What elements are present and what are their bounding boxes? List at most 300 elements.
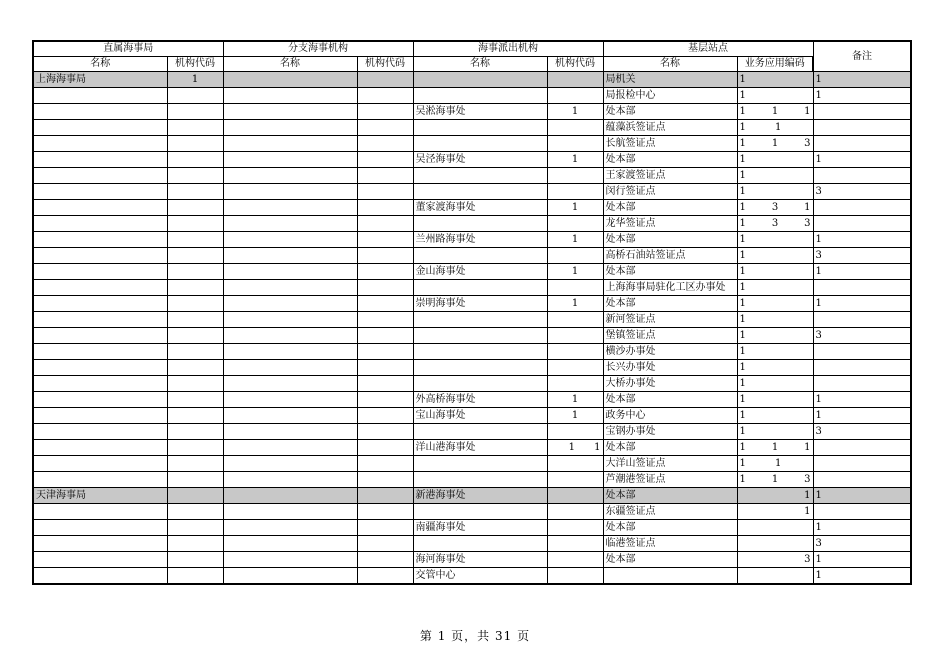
station-biz-code-cell	[737, 440, 813, 456]
dispatched-name-cell	[413, 248, 547, 264]
remark-cell	[813, 344, 911, 360]
bureau-code-cell	[167, 232, 223, 248]
bureau-name-cell	[33, 520, 167, 536]
biz-code-1: 1	[739, 90, 746, 101]
branch-code-cell	[357, 536, 413, 552]
dispatched-code-cell	[547, 72, 603, 88]
dispatched-code-cell	[547, 184, 603, 200]
biz-code-1: 1	[739, 122, 746, 133]
dispatched-code-value: 1	[568, 442, 575, 453]
header-name: 名称	[223, 57, 357, 72]
dispatched-name-cell	[413, 120, 547, 136]
dispatched-code-value: 1	[571, 410, 579, 421]
biz-code-3: 3	[804, 554, 811, 565]
biz-code-1: 1	[739, 170, 746, 181]
header-code: 机构代码	[357, 57, 413, 72]
branch-code-cell	[357, 424, 413, 440]
table-row	[33, 264, 911, 280]
remark-cell	[813, 440, 911, 456]
dispatched-code-cell	[547, 232, 603, 248]
bureau-code-cell	[167, 280, 223, 296]
branch-code-cell	[357, 280, 413, 296]
branch-name-cell	[223, 440, 357, 456]
dispatched-code-extra: 1	[594, 442, 601, 453]
bureau-name-cell	[33, 264, 167, 280]
bureau-code-cell	[167, 152, 223, 168]
bureau-name-cell	[33, 248, 167, 264]
station-biz-code-cell	[737, 168, 813, 184]
station-name-cell: 局报检中心	[603, 88, 737, 104]
biz-code-2: 1	[771, 442, 779, 453]
dispatched-name-cell	[413, 184, 547, 200]
bureau-name-cell	[33, 568, 167, 585]
branch-code-cell	[357, 200, 413, 216]
remark-cell: 1	[813, 552, 911, 568]
dispatched-name-cell	[413, 472, 547, 488]
branch-name-cell	[223, 200, 357, 216]
branch-code-cell	[357, 472, 413, 488]
header-remark: 备注	[813, 41, 911, 72]
branch-code-cell	[357, 264, 413, 280]
dispatched-code-cell	[547, 312, 603, 328]
biz-code-1: 1	[739, 138, 746, 149]
table-row	[33, 392, 911, 408]
dispatched-code-cell	[547, 328, 603, 344]
station-biz-code-cell	[737, 552, 813, 568]
biz-code-2: 3	[771, 218, 779, 229]
dispatched-code-value: 1	[571, 234, 579, 245]
branch-code-cell	[357, 184, 413, 200]
station-name-cell: 处本部	[603, 296, 737, 312]
dispatched-code-cell	[547, 264, 603, 280]
header-dispatched-agency: 海事派出机构	[413, 41, 603, 57]
branch-name-cell	[223, 264, 357, 280]
table-row	[33, 200, 911, 216]
remark-cell	[813, 104, 911, 120]
branch-code-cell	[357, 88, 413, 104]
remark-cell: 1	[813, 296, 911, 312]
station-name-cell: 处本部	[603, 264, 737, 280]
station-name-cell: 处本部	[603, 104, 737, 120]
dispatched-name-cell: 海河海事处	[413, 552, 547, 568]
remark-cell: 1	[813, 88, 911, 104]
station-biz-code-cell	[737, 408, 813, 424]
remark-cell: 1	[813, 152, 911, 168]
dispatched-code-cell	[547, 200, 603, 216]
bureau-code-cell	[167, 456, 223, 472]
biz-code-3: 3	[804, 474, 811, 485]
station-biz-code-cell	[737, 88, 813, 104]
dispatched-code-value: 1	[571, 298, 579, 309]
bureau-name-cell: 上海海事局	[33, 72, 167, 88]
branch-code-cell	[357, 520, 413, 536]
biz-code-3: 1	[804, 106, 811, 117]
table-row	[33, 72, 911, 88]
branch-code-cell	[357, 72, 413, 88]
dispatched-name-cell: 吴淞海事处	[413, 104, 547, 120]
bureau-name-cell	[33, 456, 167, 472]
station-name-cell: 处本部	[603, 200, 737, 216]
biz-code-1: 1	[739, 282, 746, 293]
remark-cell: 1	[813, 72, 911, 88]
bureau-name-cell	[33, 392, 167, 408]
bureau-name-cell	[33, 168, 167, 184]
branch-name-cell	[223, 168, 357, 184]
remark-cell	[813, 200, 911, 216]
biz-code-1: 1	[739, 74, 746, 85]
branch-code-cell	[357, 248, 413, 264]
dispatched-code-cell	[547, 120, 603, 136]
dispatched-name-cell: 新港海事处	[413, 488, 547, 504]
bureau-code-cell	[167, 376, 223, 392]
branch-name-cell	[223, 520, 357, 536]
biz-code-1: 1	[739, 378, 746, 389]
table-row	[33, 488, 911, 504]
dispatched-code-cell	[547, 504, 603, 520]
dispatched-name-cell	[413, 424, 547, 440]
dispatched-name-cell	[413, 344, 547, 360]
biz-code-1: 1	[739, 362, 746, 373]
dispatched-name-cell: 宝山海事处	[413, 408, 547, 424]
bureau-name-cell	[33, 88, 167, 104]
remark-cell: 1	[813, 392, 911, 408]
dispatched-code-cell	[547, 136, 603, 152]
station-biz-code-cell	[737, 280, 813, 296]
bureau-name-cell	[33, 504, 167, 520]
station-biz-code-cell	[737, 296, 813, 312]
branch-name-cell	[223, 360, 357, 376]
station-name-cell: 处本部	[603, 440, 737, 456]
table-row	[33, 360, 911, 376]
dispatched-name-cell	[413, 504, 547, 520]
branch-name-cell	[223, 248, 357, 264]
branch-code-cell	[357, 360, 413, 376]
station-biz-code-cell	[737, 392, 813, 408]
header-name: 名称	[603, 57, 737, 72]
dispatched-code-value: 1	[571, 266, 579, 277]
station-biz-code-cell	[737, 520, 813, 536]
table-row	[33, 328, 911, 344]
biz-code-2: 1	[771, 474, 779, 485]
branch-name-cell	[223, 184, 357, 200]
station-biz-code-cell	[737, 152, 813, 168]
biz-code-1: 1	[739, 458, 746, 469]
bureau-name-cell: 天津海事局	[33, 488, 167, 504]
bureau-code-cell	[167, 472, 223, 488]
dispatched-code-cell	[547, 440, 603, 456]
biz-code-1: 1	[739, 330, 746, 341]
bureau-name-cell	[33, 280, 167, 296]
bureau-name-cell	[33, 312, 167, 328]
station-name-cell: 处本部	[603, 392, 737, 408]
header-branch-agency: 分支海事机构	[223, 41, 413, 57]
table-row	[33, 184, 911, 200]
table-row	[33, 136, 911, 152]
dispatched-name-cell	[413, 456, 547, 472]
branch-name-cell	[223, 216, 357, 232]
bureau-code-cell	[167, 328, 223, 344]
branch-code-cell	[357, 392, 413, 408]
biz-code-1: 1	[739, 314, 746, 325]
table-row	[33, 552, 911, 568]
branch-name-cell	[223, 424, 357, 440]
header-biz-code: 业务应用编码	[737, 57, 813, 72]
dispatched-code-cell	[547, 280, 603, 296]
branch-code-cell	[357, 152, 413, 168]
biz-code-1: 1	[739, 346, 746, 357]
biz-code-1: 1	[739, 298, 746, 309]
station-biz-code-cell	[737, 424, 813, 440]
dispatched-code-cell	[547, 392, 603, 408]
biz-code-3: 1	[804, 202, 811, 213]
branch-code-cell	[357, 168, 413, 184]
station-biz-code-cell	[737, 488, 813, 504]
remark-cell	[813, 216, 911, 232]
branch-name-cell	[223, 152, 357, 168]
bureau-code-cell	[167, 264, 223, 280]
biz-code-3: 1	[804, 442, 811, 453]
station-name-cell: 处本部	[603, 552, 737, 568]
remark-cell: 3	[813, 328, 911, 344]
biz-code-3: 1	[804, 506, 811, 517]
biz-code-1: 1	[739, 186, 746, 197]
dispatched-name-cell: 洋山港海事处	[413, 440, 547, 456]
station-biz-code-cell	[737, 504, 813, 520]
dispatched-name-cell	[413, 168, 547, 184]
station-name-cell: 政务中心	[603, 408, 737, 424]
bureau-code-cell	[167, 344, 223, 360]
dispatched-code-value: 1	[571, 106, 579, 117]
station-biz-code-cell	[737, 104, 813, 120]
bureau-code-cell	[167, 568, 223, 585]
biz-code-1: 1	[739, 218, 746, 229]
branch-name-cell	[223, 392, 357, 408]
station-biz-code-cell	[737, 344, 813, 360]
bureau-name-cell	[33, 136, 167, 152]
bureau-name-cell	[33, 376, 167, 392]
dispatched-code-cell	[547, 344, 603, 360]
dispatched-code-cell	[547, 88, 603, 104]
bureau-code-cell	[167, 552, 223, 568]
table-row	[33, 472, 911, 488]
dispatched-code-cell	[547, 168, 603, 184]
branch-code-cell	[357, 440, 413, 456]
branch-name-cell	[223, 488, 357, 504]
dispatched-name-cell	[413, 328, 547, 344]
dispatched-name-cell: 董家渡海事处	[413, 200, 547, 216]
branch-code-cell	[357, 296, 413, 312]
table-row	[33, 520, 911, 536]
station-biz-code-cell	[737, 360, 813, 376]
dispatched-name-cell	[413, 536, 547, 552]
bureau-code-cell	[167, 136, 223, 152]
remark-cell: 1	[813, 232, 911, 248]
branch-name-cell	[223, 552, 357, 568]
station-name-cell: 闵行签证点	[603, 184, 737, 200]
station-name-cell: 处本部	[603, 520, 737, 536]
branch-name-cell	[223, 536, 357, 552]
bureau-code-cell	[167, 88, 223, 104]
bureau-code-cell	[167, 312, 223, 328]
biz-code-1: 1	[739, 426, 746, 437]
branch-name-cell	[223, 120, 357, 136]
station-name-cell: 横沙办事处	[603, 344, 737, 360]
page-footer: 第 1 页，共 31 页	[419, 629, 531, 643]
branch-name-cell	[223, 312, 357, 328]
station-biz-code-cell	[737, 200, 813, 216]
remark-cell: 1	[813, 408, 911, 424]
station-name-cell: 堡镇签证点	[603, 328, 737, 344]
bureau-name-cell	[33, 408, 167, 424]
biz-code-3: 3	[804, 218, 811, 229]
remark-cell: 1	[813, 264, 911, 280]
station-name-cell	[603, 568, 737, 585]
remark-cell	[813, 168, 911, 184]
dispatched-name-cell: 金山海事处	[413, 264, 547, 280]
dispatched-code-value: 1	[571, 202, 579, 213]
table-row	[33, 232, 911, 248]
bureau-code-cell	[167, 296, 223, 312]
dispatched-code-cell	[547, 424, 603, 440]
dispatched-name-cell	[413, 360, 547, 376]
dispatched-code-cell	[547, 152, 603, 168]
bureau-name-cell	[33, 344, 167, 360]
branch-name-cell	[223, 376, 357, 392]
bureau-code-cell	[167, 536, 223, 552]
dispatched-name-cell	[413, 376, 547, 392]
station-name-cell: 新河签证点	[603, 312, 737, 328]
header-grassroots-station: 基层站点	[603, 41, 813, 57]
station-biz-code-cell	[737, 568, 813, 585]
station-name-cell: 王家渡签证点	[603, 168, 737, 184]
bureau-code-cell	[167, 184, 223, 200]
station-name-cell: 芦潮港签证点	[603, 472, 737, 488]
dispatched-name-cell: 外高桥海事处	[413, 392, 547, 408]
remark-cell: 3	[813, 248, 911, 264]
dispatched-name-cell: 兰州路海事处	[413, 232, 547, 248]
branch-code-cell	[357, 408, 413, 424]
biz-code-1: 1	[739, 410, 746, 421]
dispatched-code-value: 1	[571, 154, 579, 165]
station-biz-code-cell	[737, 248, 813, 264]
dispatched-code-cell	[547, 248, 603, 264]
table-row	[33, 344, 911, 360]
branch-name-cell	[223, 88, 357, 104]
bureau-code-cell	[167, 520, 223, 536]
table-row	[33, 312, 911, 328]
station-name-cell: 处本部	[603, 152, 737, 168]
bureau-name-cell	[33, 152, 167, 168]
table-row	[33, 216, 911, 232]
remark-cell	[813, 360, 911, 376]
table-row	[33, 536, 911, 552]
table-row	[33, 504, 911, 520]
bureau-code-cell	[167, 248, 223, 264]
station-biz-code-cell	[737, 216, 813, 232]
biz-code-1: 1	[739, 266, 746, 277]
dispatched-code-cell	[547, 568, 603, 585]
bureau-name-cell	[33, 104, 167, 120]
station-biz-code-cell	[737, 536, 813, 552]
biz-code-1: 1	[739, 154, 746, 165]
bureau-name-cell	[33, 120, 167, 136]
dispatched-code-cell	[547, 456, 603, 472]
remark-cell	[813, 120, 911, 136]
branch-name-cell	[223, 72, 357, 88]
remark-cell: 1	[813, 520, 911, 536]
station-biz-code-cell	[737, 232, 813, 248]
remark-cell: 1	[813, 488, 911, 504]
bureau-code-cell	[167, 360, 223, 376]
bureau-code-cell	[167, 424, 223, 440]
remark-cell	[813, 472, 911, 488]
remark-cell	[813, 280, 911, 296]
branch-code-cell	[357, 328, 413, 344]
bureau-code-cell	[167, 392, 223, 408]
bureau-name-cell	[33, 536, 167, 552]
dispatched-code-cell	[547, 408, 603, 424]
biz-code-2: 3	[771, 202, 779, 213]
organization-table	[32, 40, 912, 585]
bureau-code-cell	[167, 488, 223, 504]
remark-cell	[813, 456, 911, 472]
bureau-code-cell	[167, 104, 223, 120]
station-name-cell: 临港签证点	[603, 536, 737, 552]
header-name: 名称	[33, 57, 167, 72]
table-row	[33, 168, 911, 184]
remark-cell: 3	[813, 536, 911, 552]
branch-code-cell	[357, 456, 413, 472]
bureau-code-cell	[167, 120, 223, 136]
remark-cell: 1	[813, 568, 911, 585]
biz-code-1: 1	[739, 394, 746, 405]
biz-code-2: 1	[771, 138, 779, 149]
dispatched-code-cell	[547, 520, 603, 536]
biz-code-3: 1	[804, 490, 811, 501]
remark-cell	[813, 136, 911, 152]
header-direct-bureau: 直属海事局	[33, 41, 223, 57]
biz-code-1: 1	[739, 234, 746, 245]
branch-name-cell	[223, 104, 357, 120]
remark-cell: 3	[813, 184, 911, 200]
branch-code-cell	[357, 104, 413, 120]
station-name-cell: 上海海事局驻化工区办事处	[603, 280, 737, 296]
remark-cell	[813, 504, 911, 520]
station-name-cell: 局机关	[603, 72, 737, 88]
table-row	[33, 280, 911, 296]
biz-code-3: 3	[804, 138, 811, 149]
table-row	[33, 424, 911, 440]
bureau-name-cell	[33, 360, 167, 376]
station-name-cell: 大桥办事处	[603, 376, 737, 392]
bureau-name-cell	[33, 216, 167, 232]
biz-code-2: 1	[775, 122, 782, 133]
dispatched-name-cell	[413, 280, 547, 296]
station-biz-code-cell	[737, 136, 813, 152]
station-biz-code-cell	[737, 456, 813, 472]
dispatched-name-cell	[413, 216, 547, 232]
biz-code-1: 1	[739, 250, 746, 261]
dispatched-code-cell	[547, 552, 603, 568]
header-code: 机构代码	[547, 57, 603, 72]
station-name-cell: 龙华签证点	[603, 216, 737, 232]
dispatched-code-cell	[547, 536, 603, 552]
branch-name-cell	[223, 136, 357, 152]
bureau-code-cell	[167, 504, 223, 520]
branch-name-cell	[223, 280, 357, 296]
table-row	[33, 296, 911, 312]
branch-name-cell	[223, 408, 357, 424]
